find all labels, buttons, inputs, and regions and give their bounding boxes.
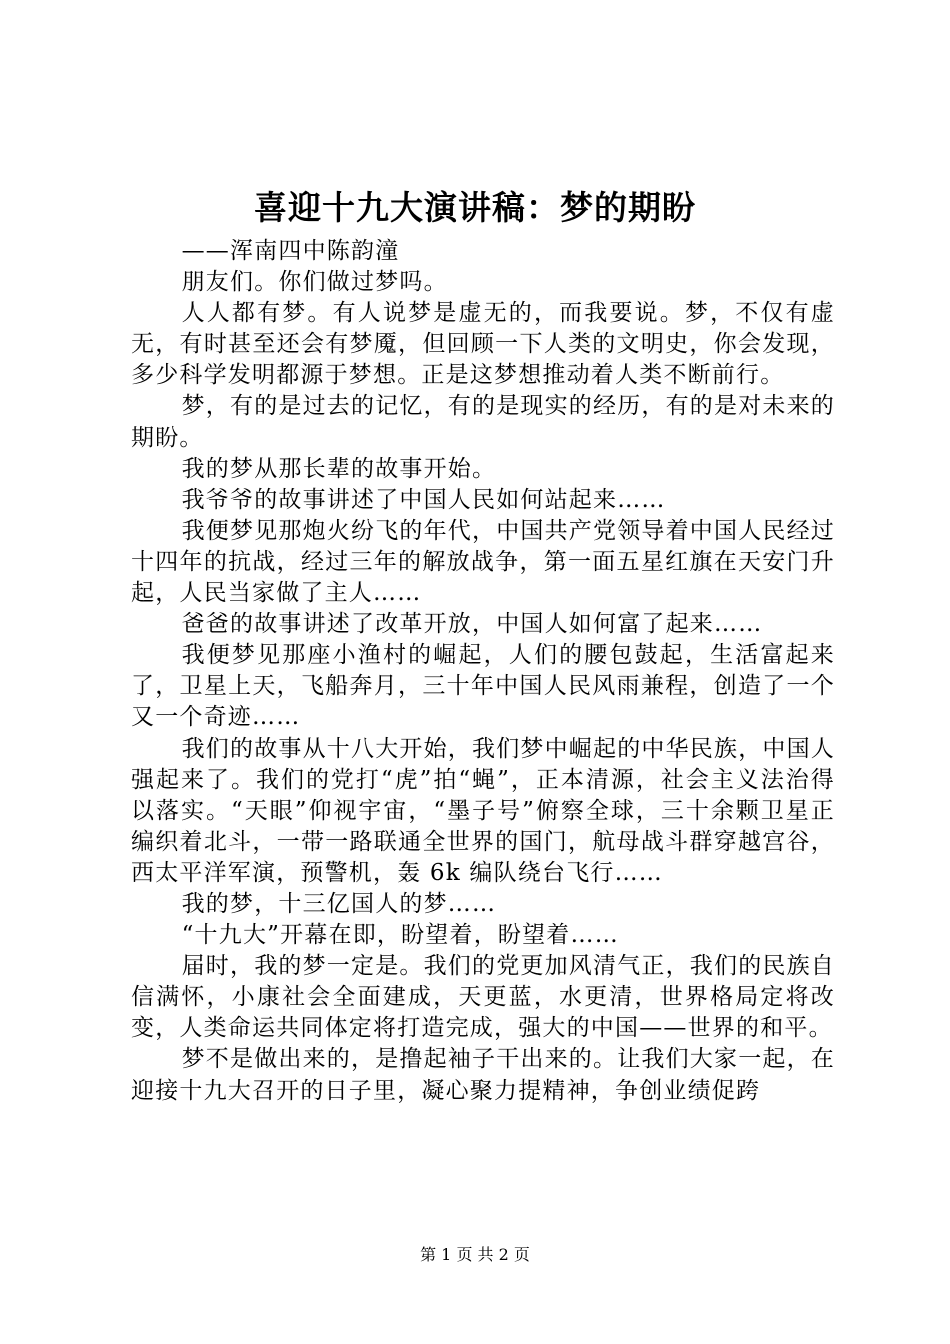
paragraph: 人人都有梦。有人说梦是虚无的，而我要说。梦，不仅有虚无，有时甚至还会有梦魇，但回顾一下人类的文明史，你会发现，多少科学发明都源于梦想。正是这梦想推动着人类不断前行。 — [131, 300, 835, 389]
paragraph: 我的梦，十三亿国人的梦…… — [181, 890, 497, 917]
paragraph: 爸爸的故事讲述了改革开放，中国人如何富了起来…… — [181, 611, 763, 638]
paragraph: “十九大”开幕在即，盼望着，盼望着…… — [181, 922, 619, 949]
paragraph: 我爷爷的故事讲述了中国人民如何站起来…… — [181, 486, 666, 513]
author-line: ——浑南四中陈韵潼 — [181, 238, 400, 264]
paragraph: 梦不是做出来的，是撸起袖子干出来的。让我们大家一起，在迎接十九大召开的日子里，凝心聚力提精神，争创业绩促跨 — [131, 1046, 835, 1104]
paragraph: 我便梦见那座小渔村的崛起，人们的腰包鼓起，生活富起来了，卫星上天，飞船奔月，三十年中国人民风雨兼程，创造了一个又一个奇迹…… — [131, 642, 835, 731]
paragraph: 朋友们。你们做过梦吗。 — [181, 269, 448, 296]
paragraph: 梦，有的是过去的记忆，有的是现实的经历，有的是对未来的期盼。 — [131, 393, 835, 451]
document-title: 喜迎十九大演讲稿：梦的期盼 — [254, 188, 696, 227]
paragraph: 我的梦从那长辈的故事开始。 — [181, 455, 497, 482]
paragraph: 我便梦见那炮火纷飞的年代，中国共产党领导着中国人民经过十四年的抗战，经过三年的解放战争，第一面五星红旗在天安门升起，人民当家做了主人…… — [131, 517, 835, 607]
paragraph: 届时，我的梦一定是。我们的党更加风清气正，我们的民族自信满怀，小康社会全面建成，天更蓝，水更清，世界格局定将改变，人类命运共同体定将打造完成，强大的中国——世界的和平。 — [131, 953, 835, 1042]
document-body — [131, 236, 835, 1107]
paragraph: 我们的故事从十八大开始，我们梦中崛起的中华民族，中国人强起来了。我们的党打“虎”拍“蝇”，正本清源，社会主义法治得以落实。“天眼”仰视宇宙，“墨子号”俯察全球，三十余颗卫星正编织着北斗，一带一路联通全世界的国门，航母战斗群穿越宫谷，西太平洋军演，预警机，轰 6k 编队绕台飞行…… — [131, 735, 835, 886]
page-number-footer: 第 1 页 共 2 页 — [420, 1245, 530, 1264]
